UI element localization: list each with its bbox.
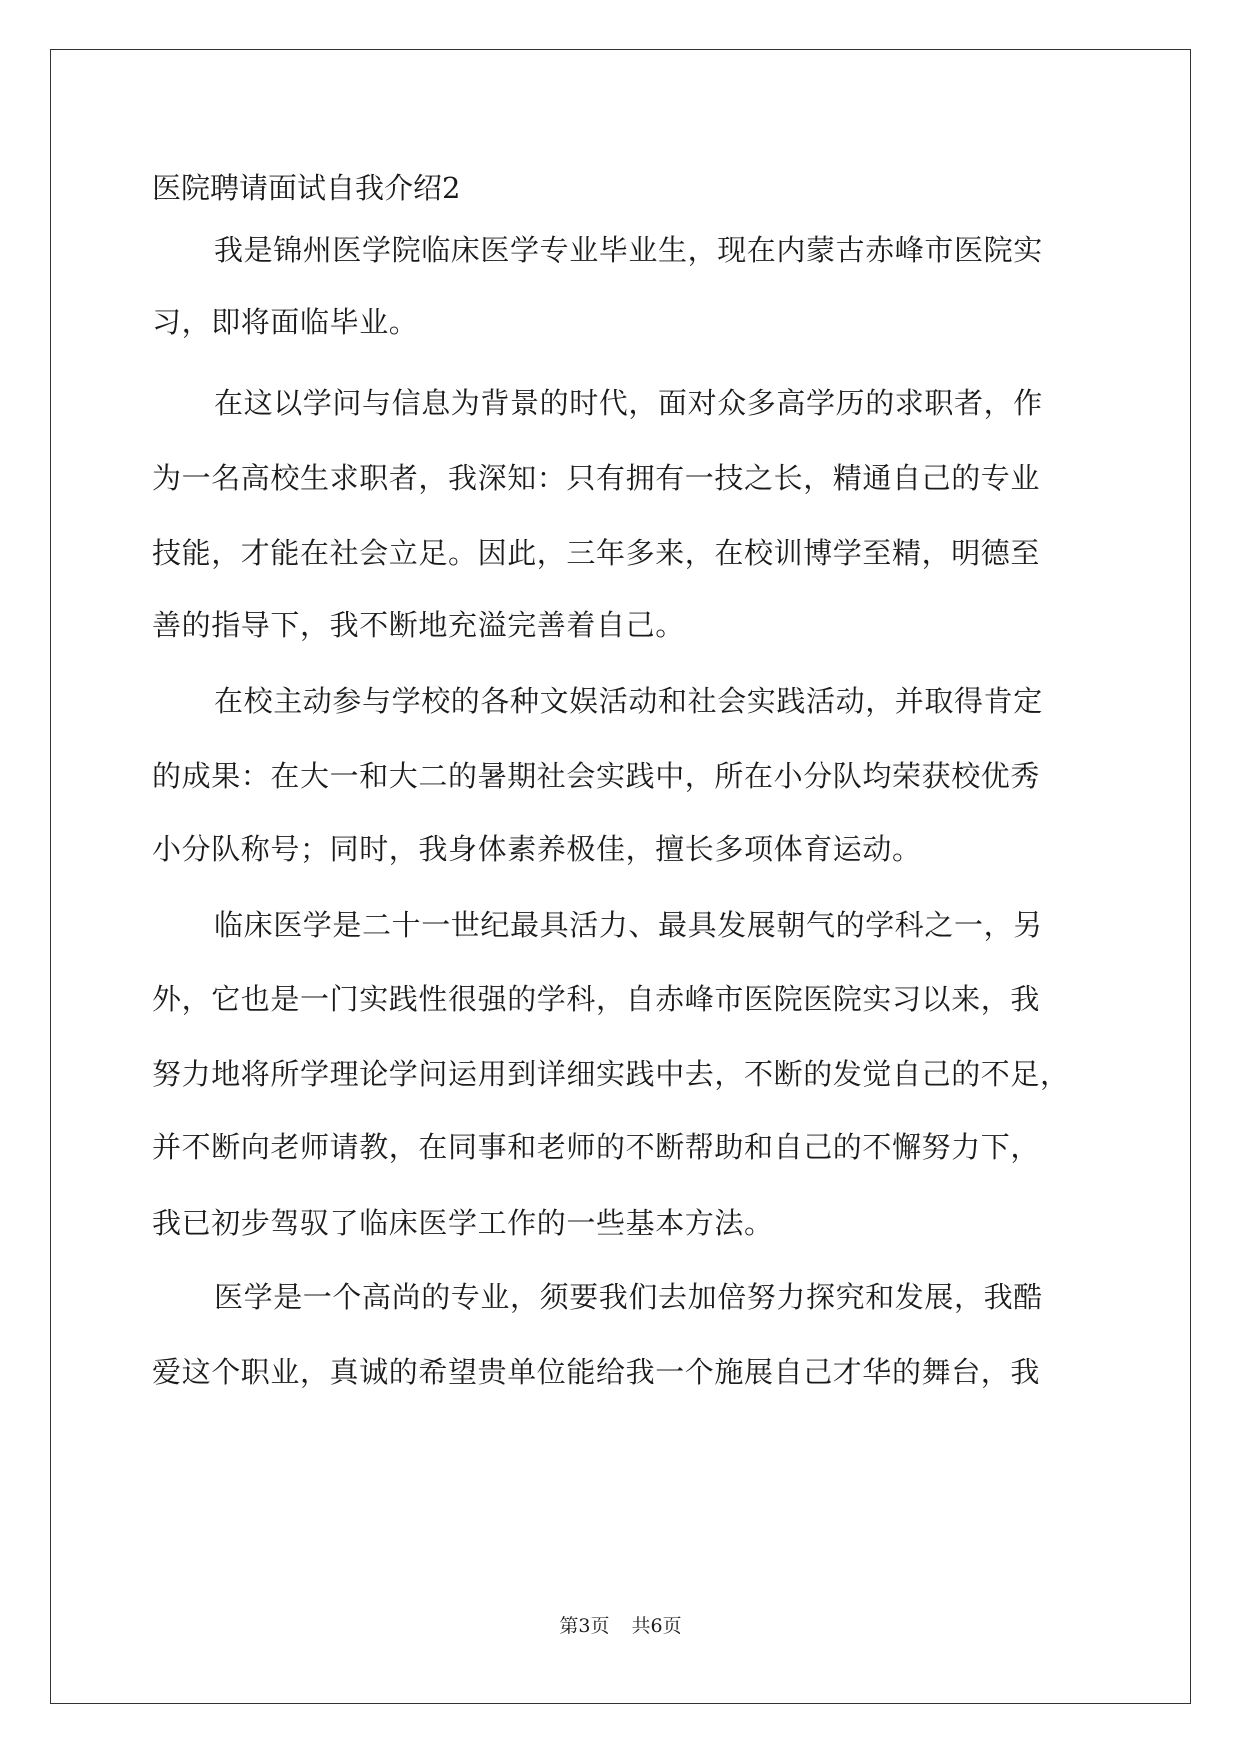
paragraph-4-line-1: 临床医学是二十一世纪最具活力、最具发展朝气的学科之一，另 <box>214 908 1043 942</box>
paragraph-2-line-2: 为一名高校生求职者，我深知：只有拥有一技之长，精通自己的专业 <box>152 461 1041 495</box>
paragraph-3-line-1: 在校主动参与学校的各种文娱活动和社会实践活动，并取得肯定 <box>214 684 1043 718</box>
paragraph-4-line-4: 并不断向老师请教，在同事和老师的不断帮助和自己的不懈努力下， <box>152 1130 1041 1164</box>
paragraph-2-line-4: 善的指导下，我不断地充溢完善着自己。 <box>152 608 685 642</box>
paragraph-3-line-3: 小分队称号；同时，我身体素养极佳，擅长多项体育运动。 <box>152 832 922 866</box>
paragraph-5-line-1: 医学是一个高尚的专业，须要我们去加倍努力探究和发展，我酷 <box>214 1280 1043 1314</box>
paragraph-3-line-2: 的成果：在大一和大二的暑期社会实践中，所在小分队均荣获校优秀 <box>152 759 1041 793</box>
paragraph-2-line-1: 在这以学问与信息为背景的时代，面对众多高学历的求职者，作 <box>214 386 1043 420</box>
paragraph-4-line-5: 我已初步驾驭了临床医学工作的一些基本方法。 <box>152 1206 774 1240</box>
paragraph-5-line-2: 爱这个职业，真诚的希望贵单位能给我一个施展自己才华的舞台，我 <box>152 1355 1041 1389</box>
paragraph-1-line-2: 习，即将面临毕业。 <box>152 305 419 339</box>
document-title: 医院聘请面试自我介绍2 <box>152 171 461 205</box>
paragraph-4-line-3: 努力地将所学理论学问运用到详细实践中去，不断的发觉自己的不足， <box>152 1057 1070 1091</box>
page-frame <box>50 49 1191 1704</box>
page-number: 第3页 <box>559 1615 610 1637</box>
paragraph-1-line-1: 我是锦州医学院临床医学专业毕业生，现在内蒙古赤峰市医院实 <box>214 233 1043 267</box>
paragraph-4-line-2: 外，它也是一门实践性很强的学科，自赤峰市医院医院实习以来，我 <box>152 982 1041 1016</box>
paragraph-2-line-3: 技能，才能在社会立足。因此，三年多来，在校训博学至精，明德至 <box>152 536 1041 570</box>
page-total: 共6页 <box>631 1615 682 1637</box>
page-footer <box>0 1614 1241 1638</box>
